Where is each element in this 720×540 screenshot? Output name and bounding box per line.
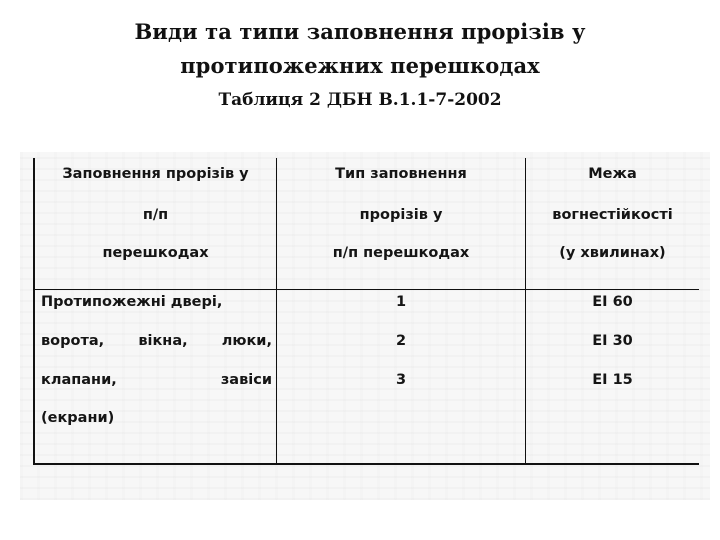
header-line: Тип заповнення [335,166,467,182]
row-description-cell [35,290,276,463]
fire-resistance-value: EI 30 [592,333,633,349]
description-word: клапани, [41,372,117,388]
description-word: вікна, [138,333,188,349]
type-number: 3 [395,372,407,388]
header-line: (у хвилинах) [559,245,666,261]
header-line: п/п перешкодах [332,245,470,261]
header-line: Межа [588,166,637,182]
slide-title-line-1: Види та типи заповнення прорізів у [134,19,586,44]
type-number: 2 [395,333,407,349]
header-line: вогнестійкості [552,207,673,223]
description-word: ворота, [41,333,105,349]
row-limits-cell [526,290,699,463]
table-caption: Таблиця 2 ДБН В.1.1-7-2002 [218,90,502,110]
header-fill-type [277,158,525,289]
header-line: п/п [142,207,169,223]
table-border-bottom [33,463,699,465]
description-word: завіси [220,372,272,388]
description-line-justified [41,373,272,388]
description-line: (екрани) [41,410,115,426]
header-line: перешкодах [102,245,209,261]
header-fire-resistance-limit [526,158,699,289]
type-number: 1 [395,294,407,310]
header-fill-of-openings [35,158,276,289]
fill-types-table [33,158,699,465]
description-line: Протипожежні двері, [41,294,223,310]
fire-resistance-value: EI 15 [592,372,633,388]
slide-title-line-2: протипожежних перешкодах [180,53,540,78]
header-line: Заповнення прорізів у [62,166,249,182]
description-line-justified [41,334,272,349]
fire-resistance-value: EI 60 [592,294,633,310]
description-word: люки, [221,333,272,349]
row-types-cell [277,290,525,463]
header-line: прорізів у [359,207,443,223]
